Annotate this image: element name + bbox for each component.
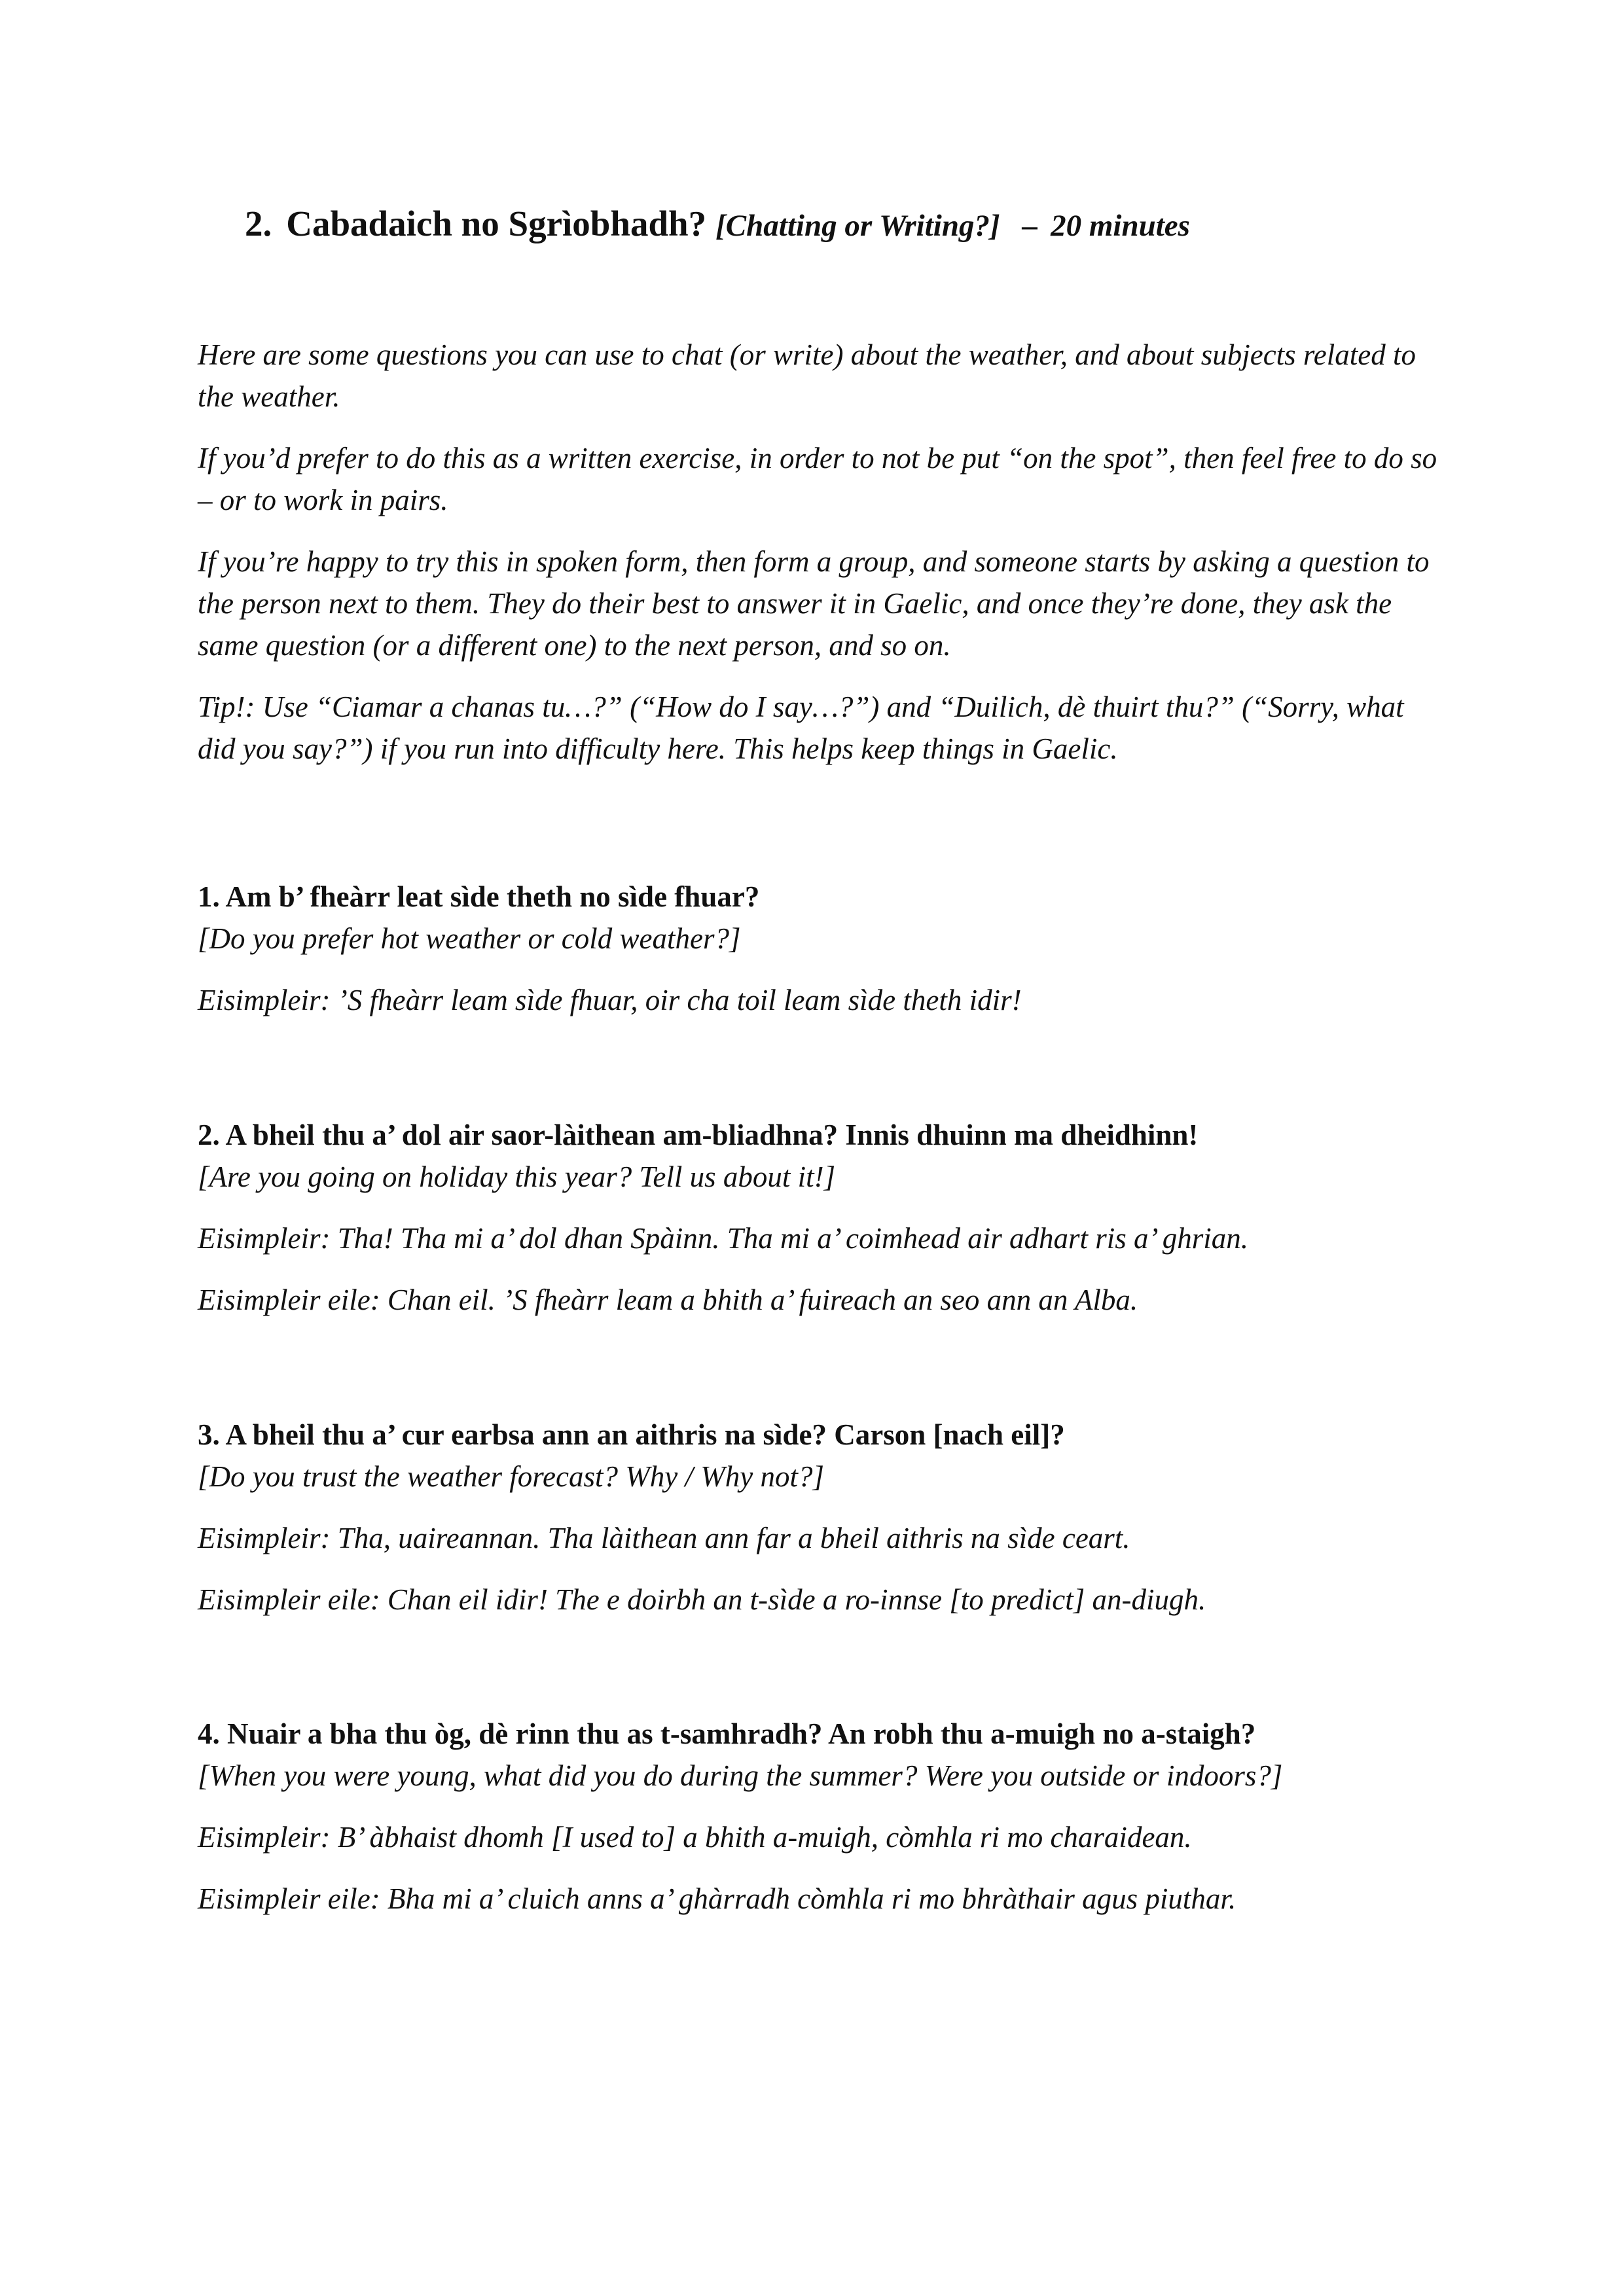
question-title: 1. Am b’ fheàrr leat sìde theth no sìde fhuar? bbox=[198, 880, 760, 913]
question-title: 3. A bheil thu a’ cur earbsa ann an aithris na sìde? Carson [nach eil]? bbox=[198, 1418, 1065, 1451]
page-title bbox=[245, 198, 1190, 252]
intro-paragraph: If you’re happy to try this in spoken form, then form a group, and someone starts by asking a question to the person next to them. They do their best to answer it in Gaelic, and once they’re done, they ask the same question (or a different one) to the next person, and so on. bbox=[198, 545, 1430, 662]
question-1 bbox=[198, 876, 1441, 1021]
question-example: Eisimpleir: B’ àbhaist dhomh [I used to] a bhith a-muigh, còmhla ri mo charaidean. bbox=[198, 1821, 1192, 1854]
section-subtitle: [Chatting or Writing?] bbox=[715, 209, 1000, 243]
section-number: 2. bbox=[245, 204, 272, 243]
question-4 bbox=[198, 1713, 1350, 1920]
question-example: Eisimpleir: ’S fheàrr leam sìde fhuar, oir cha toil leam sìde theth idir! bbox=[198, 984, 1022, 1016]
question-title: 4. Nuair a bha thu òg, dè rinn thu as t-samhradh? An robh thu a-muigh no a-staigh? bbox=[198, 1717, 1256, 1750]
intro-instructions bbox=[198, 334, 1441, 770]
intro-paragraph: Here are some questions you can use to chat (or write) about the weather, and about subjects related to the weather. bbox=[198, 338, 1416, 413]
question-title: 2. A bheil thu a’ dol air saor-làithean am-bliadhna? Innis dhuinn ma dheidhinn! bbox=[198, 1119, 1199, 1151]
title-dash: – bbox=[1022, 209, 1038, 243]
question-2 bbox=[198, 1114, 1441, 1321]
section-title: Cabadaich no Sgrìobhadh? bbox=[286, 204, 707, 243]
question-translation: [When you were young, what did you do during the summer? Were you outside or indoors?] bbox=[198, 1759, 1283, 1792]
intro-paragraph: If you’d prefer to do this as a written exercise, in order to not be put “on the spot”, then feel free to do so – or to work in pairs. bbox=[198, 442, 1437, 516]
question-example: Eisimpleir eile: Chan eil idir! The e doirbh an t-sìde a ro-innse [to predict] an-diugh. bbox=[198, 1583, 1206, 1616]
question-3 bbox=[198, 1414, 1441, 1621]
question-example: Eisimpleir eile: Chan eil. ’S fheàrr leam a bhith a’ fuireach an seo ann an Alba. bbox=[198, 1283, 1138, 1316]
question-example: Eisimpleir eile: Bha mi a’ cluich anns a’ ghàrradh còmhla ri mo bhràthair agus piuthar. bbox=[198, 1882, 1236, 1915]
question-example: Eisimpleir: Tha, uaireannan. Tha làithean ann far a bheil aithris na sìde ceart. bbox=[198, 1522, 1130, 1554]
question-translation: [Do you prefer hot weather or cold weather?] bbox=[198, 922, 741, 955]
intro-paragraph: Tip!: Use “Ciamar a chanas tu…?” (“How do I say…?”) and “Duilich, dè thuirt thu?” (“Sorry, what did you say?”) if you run into difficulty here. This helps keep things in Gaelic. bbox=[198, 691, 1404, 765]
section-duration: 20 minutes bbox=[1051, 209, 1190, 243]
question-translation: [Are you going on holiday this year? Tell us about it!] bbox=[198, 1160, 836, 1193]
question-example: Eisimpleir: Tha! Tha mi a’ dol dhan Spàinn. Tha mi a’ coimhead air adhart ris a’ ghrian. bbox=[198, 1222, 1249, 1255]
question-translation: [Do you trust the weather forecast? Why / Why not?] bbox=[198, 1460, 824, 1493]
